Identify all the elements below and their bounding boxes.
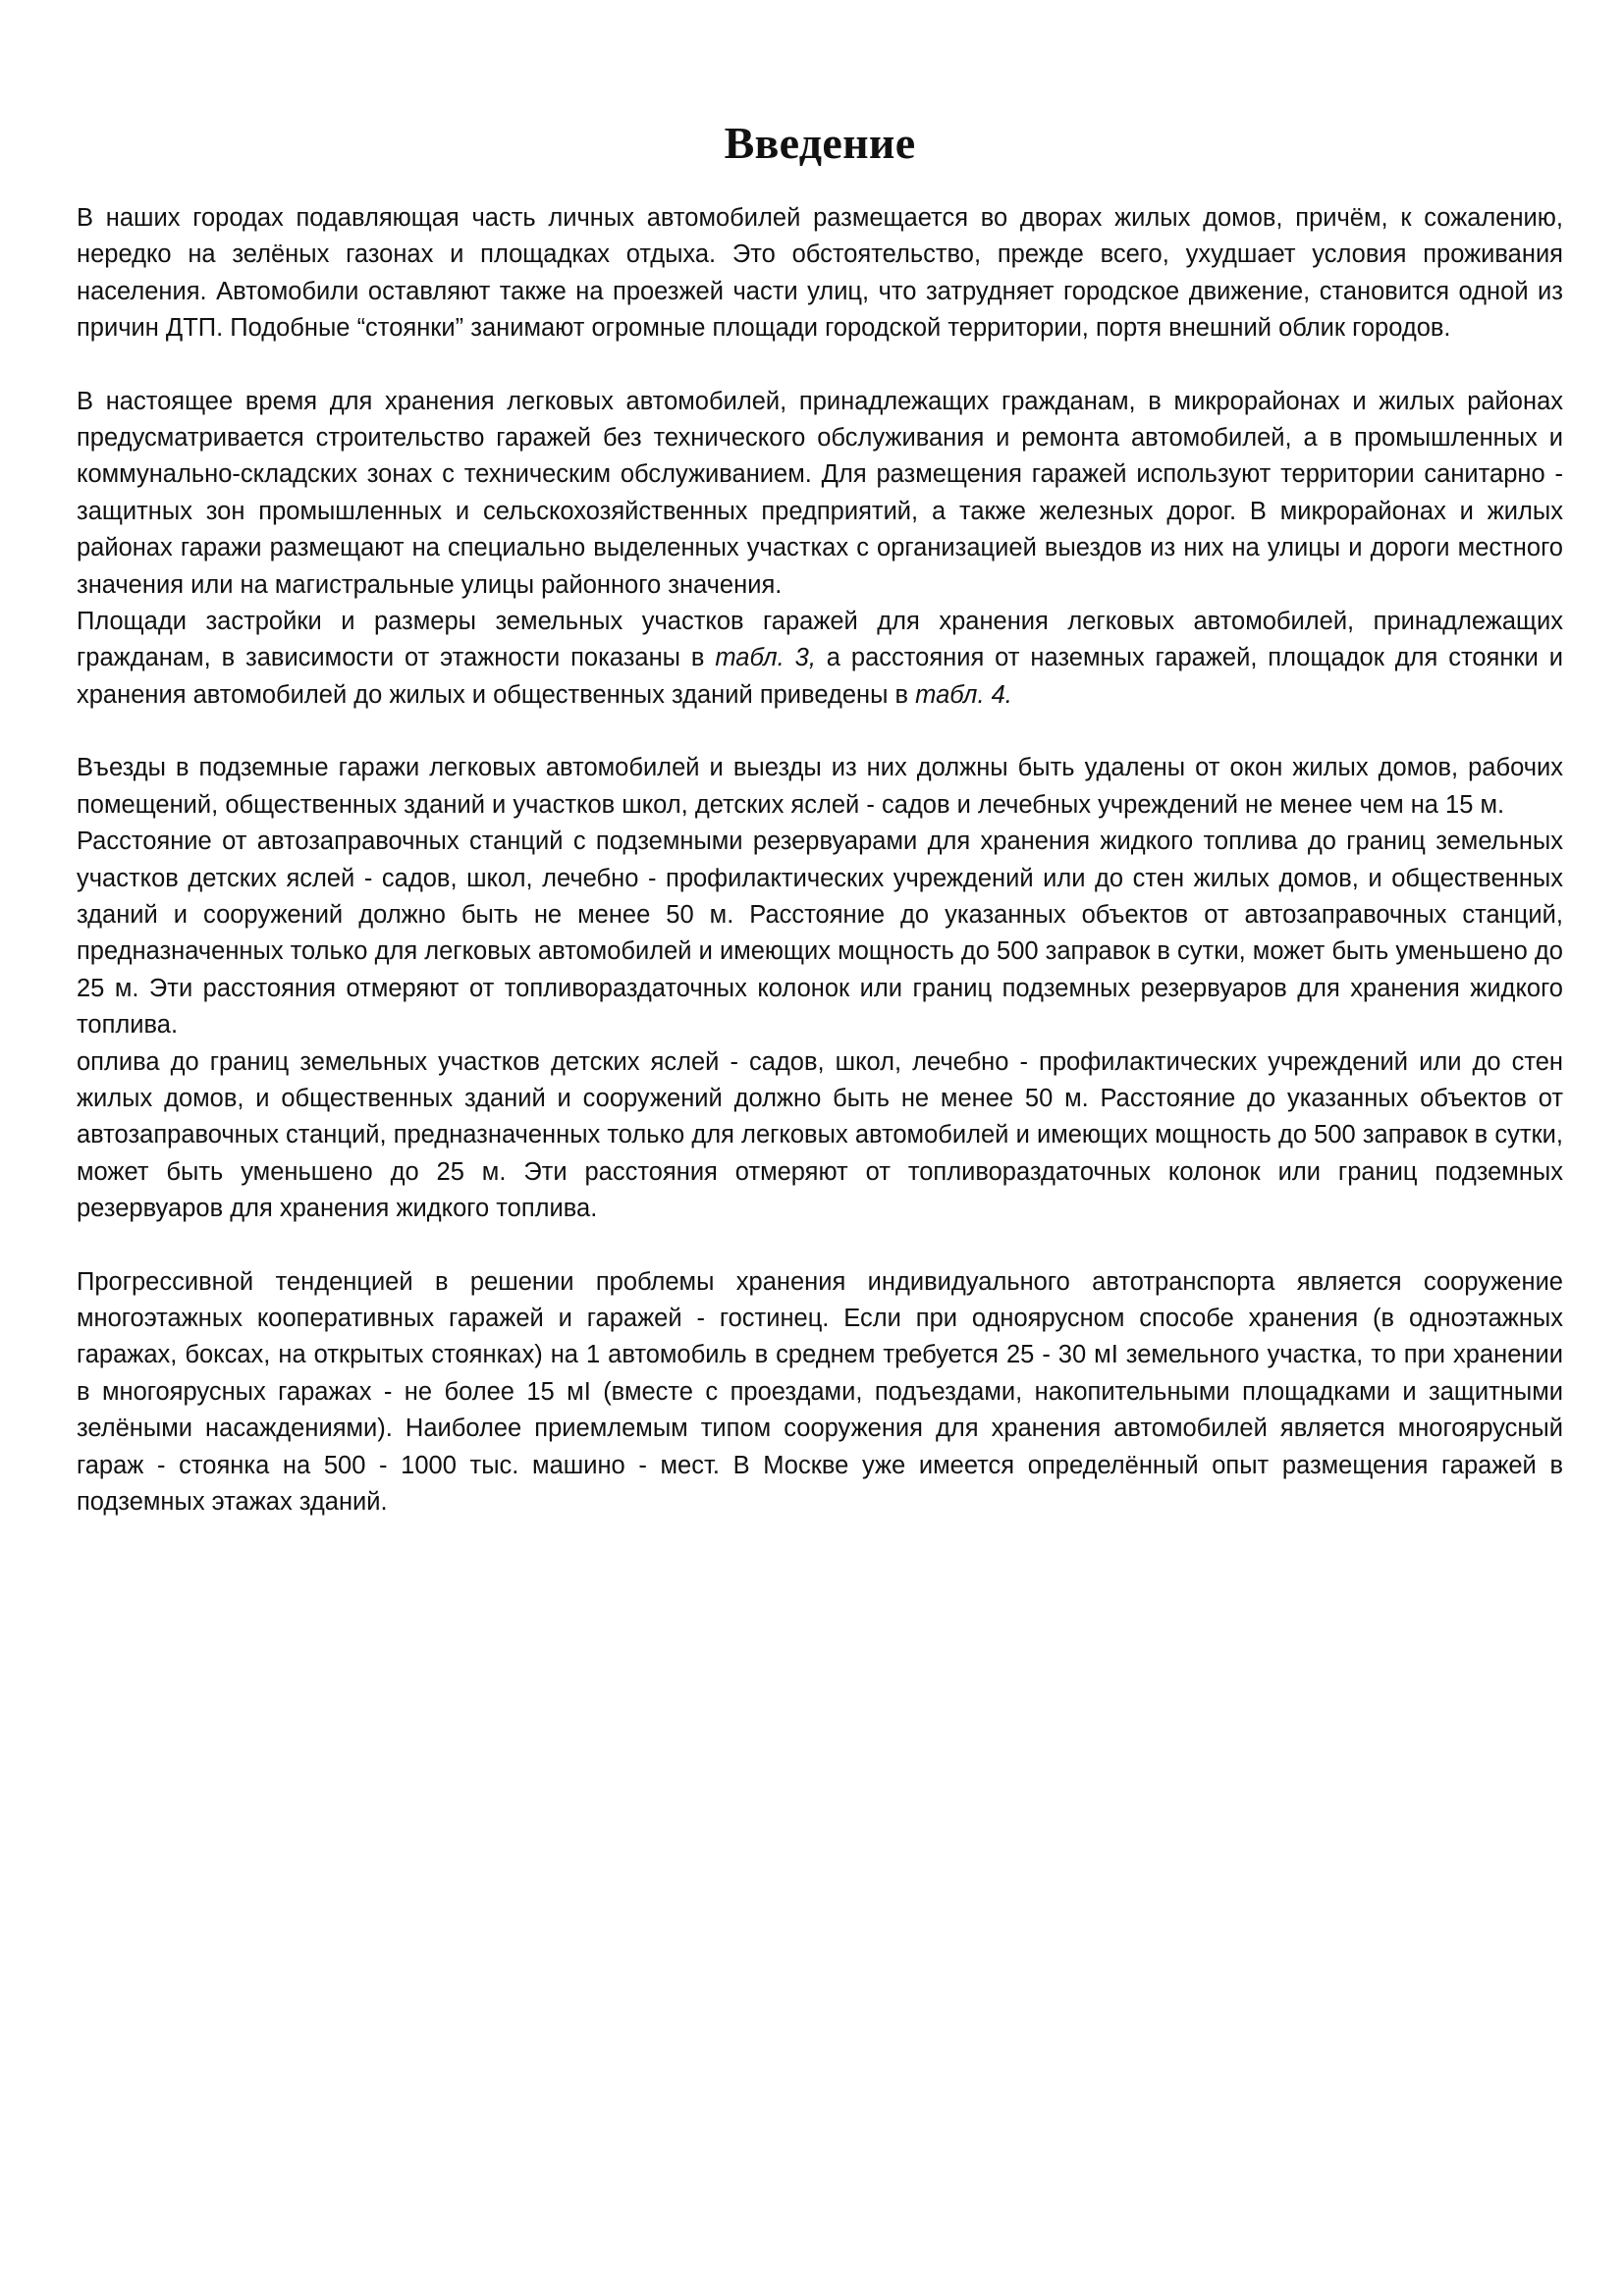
table-ref-text-2: а расстояния от наземных гаражей, площадок для стоянки и хранения автомобилей до жилых и общественных зданий приведены в <box>77 644 1563 709</box>
table-ref-text-1: Площади застройки и размеры земельных участков гаражей для хранения легковых автомобилей, принадлежащих гражданам, в зависимости от этажности показаны в <box>77 608 1563 672</box>
paragraph-fuel-stations-repeat: оплива до границ земельных участков детских яслей - садов, школ, лечебно - профилактических учреждений или до стен жилых домов, и общественных зданий и сооружений должно быть не менее 50 м. Расстояние до указанных объектов от автозаправочных станций, предназначенных только для легковых автомобилей и имеющих мощность до 500 заправок в сутки, может быть уменьшено до 25 м. Эти расстояния отмеряют от топливораздаточных колонок или границ подземных резервуаров для хранения жидкого топлива. <box>77 1047 1563 1223</box>
paragraph-garage-placement: В настоящее время для хранения легковых автомобилей, принадлежащих гражданам, в микрорайонах и жилых районах предусматривается строительство гаражей без технического обслуживания и ремонта автомобилей, а в промышленных и коммунально-складских зонах с техническим обслуживанием. Для размещения гаражей используют территории санитарно - защитных зон промышленных и сельскохозяйственных предприятий, а также железных дорог. В микрорайонах и жилых районах гаражи размещают на специально выделенных участках с организацией выездов из них на улицы и дороги местного значения или на магистральные улицы районного значения. <box>77 387 1563 599</box>
table-ref-4: табл. 4. <box>915 680 1012 709</box>
paragraph-gap <box>77 714 1563 750</box>
paragraph-table-references <box>77 604 1563 714</box>
paragraph-gap <box>77 1228 1563 1264</box>
paragraph-progressive-trend: Прогрессивной тенденцией в решении проблемы хранения индивидуального автотранспорта является сооружение многоэтажных кооперативных гаражей и гаражей - гостинец. Если при одноярусном способе хранения (в одноэтажных гаражах, боксах, на открытых стоянках) на 1 автомобиль в среднем требуется 25 - 30 мІ земельного участка, то при хранении в многоярусных гаражах - не более 15 мІ (вместе с проездами, подъездами, накопительными площадками и защитными зелёными насаждениями). Наиболее приемлемым типом сооружения для хранения автомобилей является многоярусный гараж - стоянка на 500 - 1000 тыс. машино - мест. В Москве уже имеется определённый опыт размещения гаражей в подземных этажах зданий. <box>77 1267 1563 1516</box>
paragraph-gap <box>77 347 1563 384</box>
page-title: Введение <box>724 118 916 168</box>
paragraph-intro: В наших городах подавляющая часть личных автомобилей размещается во дворах жилых домов, причём, к сожалению, нередко на зелёных газонах и площадках отдыха. Это обстоятельство, прежде всего, ухудшает условия проживания населения. Автомобили оставляют также на проезжей части улиц, что затрудняет городское движение, становится одной из причин ДТП. Подобные “стоянки” занимают огромные площади городской территории, портя внешний облик городов. <box>77 204 1563 343</box>
paragraph-underground-entrances: Въезды в подземные гаражи легковых автомобилей и выезды из них должны быть удалены от окон жилых домов, рабочих помещений, общественных зданий и участков школ, детских яслей - садов и лечебных учреждений не менее чем на 15 м. <box>77 754 1563 819</box>
table-ref-3: табл. 3, <box>715 644 816 672</box>
paragraph-fuel-stations: Расстояние от автозаправочных станций с подземными резервуарами для хранения жидкого топлива до границ земельных участков детских яслей - садов, школ, лечебно - профилактических учреждений или до стен жилых домов, и общественных зданий и сооружений должно быть не менее 50 м. Расстояние до указанных объектов от автозаправочных станций, предназначенных только для легковых автомобилей и имеющих мощность до 500 заправок в сутки, может быть уменьшено до 25 м. Эти расстояния отмеряют от топливораздаточных колонок или границ подземных резервуаров для хранения жидкого топлива. <box>77 828 1563 1040</box>
